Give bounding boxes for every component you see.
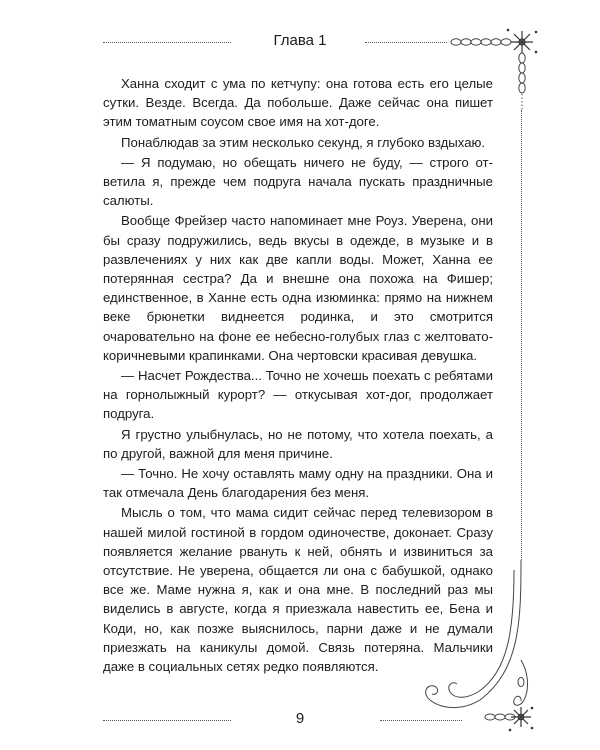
header-rule-left [103,42,231,43]
star-icon [511,31,533,53]
paragraph: Я грустно улыбнулась, но не потому, что хотела поехать, а по другой, важной для меня причине. [103,426,493,461]
page-number: 9 [295,710,305,727]
paragraph: Ханна сходит с ума по кетчупу: она готова есть его целые сутки. Везде. Всегда. Да побольше. Даже сейчас она пишет этим томатным соусом свое имя на хот-доге. [103,76,493,130]
header-rule-right [365,42,447,43]
paragraph: Мысль о том, что мама сидит сейчас перед телевизором в нашей милой гостиной в гордом одиночестве, доконает. Сразу появляется желание рвануть к ней, обнять и извиниться за отсутствие. Не уверена, общается ли она с бабушкой, однако все же. Маме нужна я, как и она мне. В последний раз мы виделись в августе, когда я приезжала навестить ее, Бена и Коди, но, как позже выяснилось, парни даже и не думали приезжать на каникулы домой. Связь потеряна. Мальчики даже в социальных сетях редко появляются. [103,505,493,675]
paragraph: — Насчет Рождества... Точно не хочешь поехать с ребятами на горнолыжный курорт? — откусывая хот-дог, продолжает подруга. [103,368,493,422]
paragraph: — Точно. Не хочу оставлять маму одну на праздники. Она и так отмечала День благодарения без меня. [103,466,493,501]
paragraph: — Я подумаю, но обещать ничего не буду, — строго ответила я, прежде чем подруга начала пускать праздничные салюты. [103,154,493,209]
paragraph: Понаблюдав за этим несколько секунд, я глубоко вздыхаю. [121,134,486,150]
body-text [103,74,493,677]
chapter-title: Глава 1 [273,32,327,49]
right-vertical-rule [521,110,522,560]
paragraph: Вообще Фрейзер часто напоминает мне Роуз. Уверена, они бы сразу подружились, ведь вкусы в одежде, в музыке и в развлечениях у них как две капли воды. Может, Ханна ее потерянная сестра? Да и внешне она похожа на Фишер; единственное, в Ханне есть одна изюминка: прямо на нижнем веке брюнетки виднеется родинка, и это смотрится очаровательно на фоне ее небесно-голубых глаз с желтовато-коричневыми крапинками. Она чертовски красивая девушка. [103,213,493,363]
